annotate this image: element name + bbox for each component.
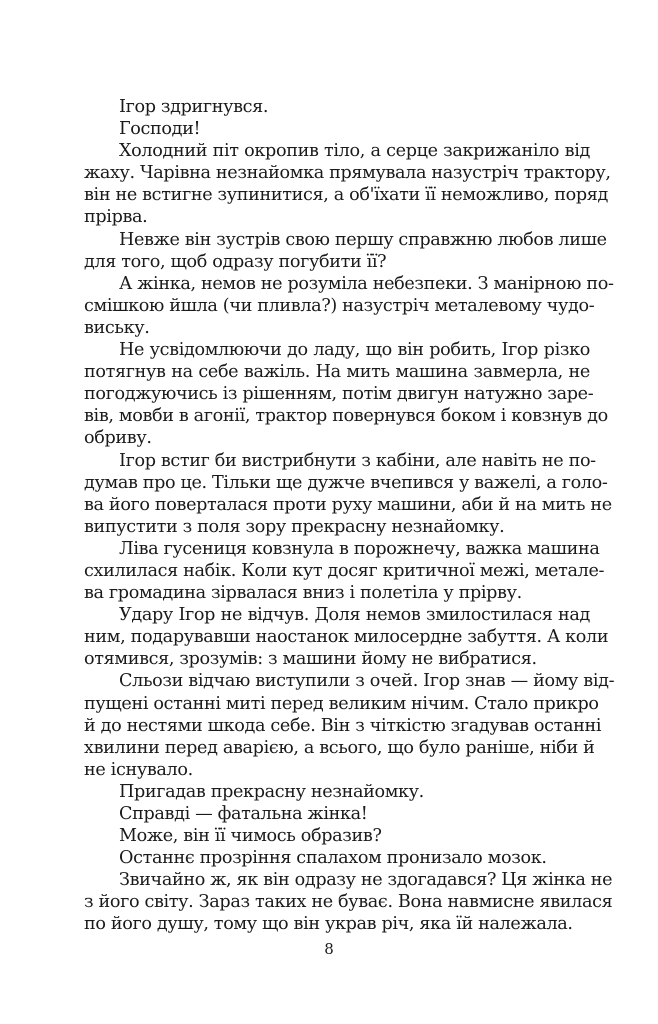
text-line: Не усвідомлюючи до ладу, що він робить, Ігор різко [119,340,590,361]
text-line: для того, щоб одразу погубити її? [84,251,387,272]
text-line: жаху. Чарівна незнайомка прямувала назустріч трактору, [84,163,611,184]
body-text [84,96,615,936]
text-line: отямився, зрозумів: з машини йому не вибратися. [84,649,537,670]
text-line: Холодний піт окропив тіло, а серце закрижаніло від [119,141,590,162]
text-line: Господи! [119,119,201,140]
text-line: й до нестями шкода себе. Він з чіткістю згадував останні [84,715,602,736]
text-line: вів, мовби в агонії, трактор повернувся боком і ковзнув до [84,406,608,427]
text-line: Звичайно ж, як він одразу не здогадався? Ця жінка не [119,870,613,891]
text-line: Пригадав прекрасну незнайомку. [119,781,424,802]
text-line: Удару Ігор не відчув. Доля немов змилостилася над [119,605,590,626]
text-line: Ігор здригнувся. [119,97,269,117]
text-line: Сльози відчаю виступили з очей. Ігор знав — йому від- [119,671,615,692]
text-line: обриву. [84,428,152,449]
text-line: потягнув на себе важіль. На мить машина завмерла, не [84,362,590,383]
text-line: ва його поверталася проти руху машини, аби й на мить не [84,494,612,515]
text-line: смішкою йшла (чи пливла?) назустріч металевому чудо- [84,295,595,316]
text-line: по його душу, тому що він украв річ, яка їй належала. [84,914,573,935]
text-line: погоджуючись із рішенням, потім двигун натужно заре- [84,384,594,405]
text-line: він не встигне зупинитися, а об'їхати її неможливо, поряд [84,185,608,206]
text-line: схилилася набік. Коли кут досяг критичної межі, металe- [84,560,605,581]
text-line: ним, подарувавши наостанок милосердне забуття. А коли [84,627,609,648]
text-line: Останнє прозріння спалахом пронизало мозок. [119,848,547,869]
text-line: думав про це. Тільки ще дужче вчепився у важелі, а голо- [84,472,608,493]
text-line: не існувало. [84,759,193,780]
text-line: випустити з поля зору прекрасну незнайомку. [84,516,505,537]
text-line: прірва. [84,207,148,228]
text-line: хвилини перед аварією, а всього, що було раніше, ніби й [84,737,595,758]
text-line: Може, він її чимось образив? [119,826,382,847]
text-line: ва громадина зірвалася вниз і полетіла у прірву. [84,583,522,604]
text-line: Невже він зустрів свою першу справжню любов лише [119,229,607,250]
text-line: Справді — фатальна жінка! [119,804,368,824]
text-line: Ігор встиг би вистрибнути з кабіни, але навіть не по- [119,450,596,471]
text-line: з його світу. Зараз таких не буває. Вона навмисне явилася [84,892,613,913]
page-number: 8 [324,940,334,958]
text-line: Ліва гусениця ковзнула в порожнечу, важка машина [119,538,600,559]
text-line: виську. [84,317,150,338]
text-line: А жінка, немов не розуміла небезпеки. З манірною по- [119,273,614,294]
text-line: пущені останні миті перед великим нічим. Стало прикро [84,693,599,714]
